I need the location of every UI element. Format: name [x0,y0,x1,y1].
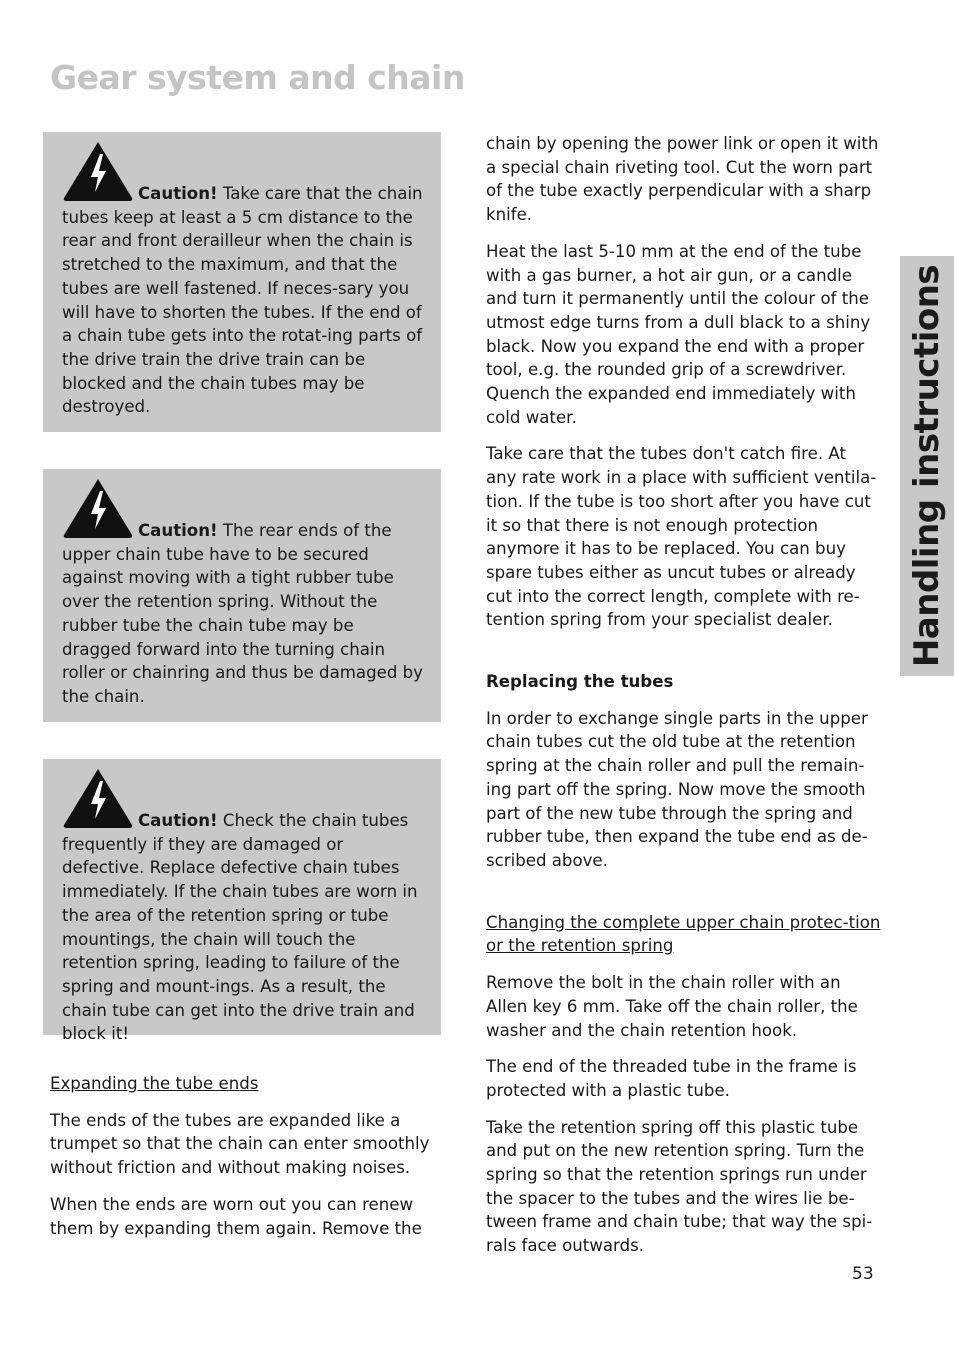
section-subheading: Expanding the tube ends [50,1074,259,1093]
caution-label: Caution! [138,521,218,540]
body-paragraph: When the ends are worn out you can renew them by expanding them again. Remove the [50,1194,422,1238]
section-side-tab [900,256,954,676]
section-subheading: Changing the complete upper chain protec-tion or the retention spring [486,912,881,956]
caution-label: Caution! [138,184,218,203]
caution-body: Take care that the chain tubes keep at least a 5 cm distance to the rear and front derailleur when the chain is stretched to the maximum, and that the tubes are well fastened. If neces-sary you will have to shorten the tubes. If the end of a chain tube gets into the rotat-ing parts of the drive train the drive train can be blocked and the chain tubes may be destroyed. [62,184,423,417]
caution-box [43,759,441,1044]
section-side-tab-label: Handling instructions [907,264,947,668]
section-heading: Replacing the tubes [486,672,674,692]
body-paragraph: In order to exchange single parts in the upper chain tubes cut the old tube at the retention spring at the chain roller and pull the remain-ing part off the spring. Now move the smooth part of the new tube through the spring and rubber tube, then expand the tube end as de-scribed above. [486,708,868,870]
right-column [486,132,881,1271]
caution-box [43,132,441,432]
body-paragraph: chain by opening the power link or open it with a special chain riveting tool. Cut the worn part of the tube exactly perpendicular with a sharp knife. [486,134,879,225]
caution-body: Check the chain tubes frequently if they are damaged or defective. Replace defective chain tubes immediately. If the chain tubes are worn in the area of the retention spring or tube mountings, the chain will touch the retention spring, leading to failure of the spring and mount-ings. As a result, the chain tube can get into the drive train and block it! [62,811,418,1044]
high-voltage-warning-icon [62,140,134,202]
high-voltage-warning-icon [62,477,134,539]
high-voltage-warning-icon [62,767,134,829]
expanding-section [43,1072,441,1240]
body-paragraph: Heat the last 5-10 mm at the end of the tube with a gas burner, a hot air gun, or a candle and turn it permanently until the colour of the utmost edge turns from a dull black to a shiny black. Now you expand the end with a proper tool, e.g. the rounded grip of a screwdriver. Quench the expanded end immediately with cold water. [486,241,871,427]
caution-box [43,469,441,722]
page-number: 53 [852,1264,874,1284]
left-column [43,132,441,1253]
body-paragraph: The ends of the tubes are expanded like a trumpet so that the chain can enter smoothly without friction and without making noises. [50,1110,430,1178]
page-title: Gear system and chain [50,58,465,97]
body-paragraph: Take the retention spring off this plastic tube and put on the new retention spring. Turn the spring so that the retention springs run under the spacer to the tubes and the wires lie be-tween frame and chain tube; that way the spi-rals face outwards. [486,1117,873,1256]
caution-label: Caution! [138,811,218,830]
body-paragraph: Take care that the tubes don't catch fire. At any rate work in a place with sufficient ventila-tion. If the tube is too short after you have cut it so that there is not enough protection anymore it has to be replaced. You can buy spare tubes either as uncut tubes or already cut into the correct length, complete with re-tention spring from your specialist dealer. [486,444,877,630]
body-paragraph: Remove the bolt in the chain roller with an Allen key 6 mm. Take off the chain roller, the washer and the chain retention hook. [486,973,858,1040]
body-paragraph: The end of the threaded tube in the frame is protected with a plastic tube. [486,1057,857,1100]
caution-body: The rear ends of the upper chain tube have to be secured against moving with a tight rubber tube over the retention spring. Without the rubber tube the chain tube may be dragged forward into the turning chain roller or chainring and thus be damaged by the chain. [62,521,423,706]
